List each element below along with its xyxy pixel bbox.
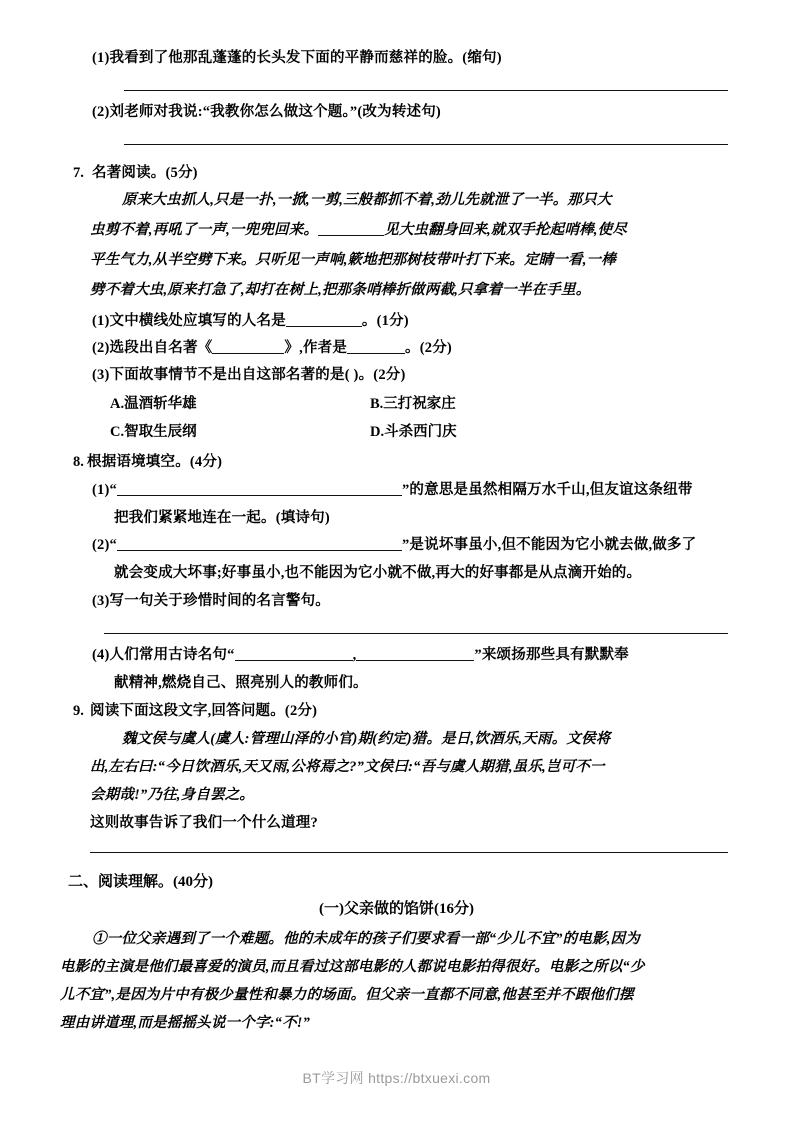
q7-option-d-key: D. (370, 424, 385, 440)
q8-sub-2-line-2: 就会变成大坏事;好事虽小,也不能因为它小就不做,再大的好事都是从点滴开始的。 (114, 565, 642, 581)
q7-sub-2-blank-title[interactable] (212, 338, 284, 354)
passage-paragraph-1-line-2: 电影的主演是他们最喜爱的演员,而且看过这部电影的人都说电影拍得很好。电影之所以“少 (60, 959, 645, 975)
q7-option-c[interactable] (110, 422, 197, 442)
q8-sub-3-answer-line[interactable] (104, 633, 728, 634)
q7-sub-2-blank-author[interactable] (347, 338, 405, 354)
q9-title: 阅读下面这段文字,回答问题。(2分) (90, 703, 318, 719)
q7-sub-3: (3)下面故事情节不是出自这部名著的是( )。(2分) (92, 367, 406, 383)
q6-item-2: (2)刘老师对我说:“我教你怎么做这个题。”(改为转述句) (92, 104, 441, 120)
passage-paragraph-1-line-4: 理由讲道理,而是摇摇头说一个字:“不!” (60, 1015, 311, 1031)
q7-title: 名著阅读。(5分) (92, 165, 198, 181)
passage-paragraph-1-line-1: ①一位父亲遇到了一个难题。他的未成年的孩子们要求看一部“少儿不宜”的电影,因为 (92, 931, 640, 947)
q7-sub-2 (92, 338, 452, 358)
q7-option-a[interactable] (110, 394, 197, 414)
q7-sub-2-text-b: 》,作者是 (284, 340, 348, 356)
q7-option-b-text: 三打祝家庄 (383, 396, 456, 412)
q7-sub-2-text-c: 。(2分) (405, 340, 452, 356)
q8-sub-4-blank-2[interactable] (356, 645, 474, 661)
q7-passage-line-2-part-a: 虫剪不着,再吼了一声,一兜兜回来。 (90, 222, 319, 238)
q8-sub-1-text: ”的意思是虽然相隔万水千山,但友谊这条纽带 (401, 482, 693, 498)
q7-sub-2-text-a: (2)选段出自名著《 (92, 340, 213, 356)
q8-sub-4-text-b: ”来颂扬那些具有默默奉 (474, 647, 629, 663)
q7-option-c-text: 智取生辰纲 (124, 424, 197, 440)
q7-sub-1-text-a: (1)文中横线处应填写的人名是 (92, 313, 286, 329)
q9-passage-line-1: 魏文侯与虞人(虞人:管理山泽的小官)期(约定)猎。是日,饮酒乐,天雨。文侯将 (122, 731, 611, 747)
q6-answer-line-1[interactable] (124, 90, 728, 91)
q8-sub-2-text: ”是说坏事虽小,但不能因为它小就去做,做多了 (401, 537, 697, 553)
q8-sub-4-text-a: (4)人们常用古诗名句“ (92, 647, 235, 663)
passage-paragraph-1-line-3: 儿不宜”,是因为片中有极少量性和暴力的场面。但父亲一直都不同意,他甚至并不跟他们摆 (60, 987, 634, 1003)
q8-sub-1-blank[interactable] (117, 480, 402, 496)
q9-answer-line[interactable] (90, 852, 728, 853)
q7-option-a-key: A. (110, 396, 125, 412)
q7-name-blank[interactable] (318, 220, 384, 236)
q8-sub-4-comma: , (352, 647, 357, 663)
q7-option-b-key: B. (370, 396, 384, 412)
q7-option-d[interactable] (370, 422, 457, 442)
section-2-heading: 二、阅读理解。(40分) (68, 874, 213, 890)
q9-passage-line-3: 会期哉!”乃往,身自罢之。 (90, 787, 255, 803)
q7-number: 7. (73, 165, 84, 181)
q9-number: 9. (73, 703, 84, 719)
q7-passage-line-2-part-b: 见大虫翻身回来,就双手抡起哨棒,使尽 (384, 222, 628, 238)
q8-title: 根据语境填空。(4分) (87, 454, 223, 470)
q7-passage-line-2 (90, 220, 627, 240)
q7-sub-1 (92, 311, 409, 331)
q7-sub-1-blank[interactable] (286, 311, 362, 327)
reading-passage-title: (一)父亲做的馅饼(16分) (319, 901, 474, 917)
q8-sub-2-blank[interactable] (117, 535, 402, 551)
q8-sub-4 (92, 645, 629, 665)
q7-passage-line-3: 平生气力,从半空劈下来。只听见一声响,簌地把那树枝带叶打下来。定睛一看,一棒 (90, 252, 616, 268)
q7-option-a-text: 温酒斩华雄 (124, 396, 197, 412)
q8-sub-2 (92, 535, 696, 555)
q8-sub-1 (92, 480, 693, 500)
q8-sub-1-line-2: 把我们紧紧地连在一起。(填诗句) (114, 510, 330, 526)
q6-answer-line-2[interactable] (124, 144, 728, 145)
q7-passage-line-1: 原来大虫抓人,只是一扑,一掀,一剪,三般都抓不着,劲儿先就泄了一半。那只大 (122, 192, 612, 208)
q9-question: 这则故事告诉了我们一个什么道理? (90, 815, 318, 831)
q8-sub-3: (3)写一句关于珍惜时间的名言警句。 (92, 593, 331, 609)
q7-option-d-text: 斗杀西门庆 (384, 424, 457, 440)
q7-option-b[interactable] (370, 394, 456, 414)
q7-option-c-key: C. (110, 424, 125, 440)
q8-sub-4-blank-1[interactable] (235, 645, 353, 661)
q7-sub-1-text-b: 。(1分) (361, 313, 409, 329)
q8-sub-4-line-2: 献精神,燃烧自己、照亮别人的教师们。 (114, 675, 368, 691)
site-watermark: BT学习网 https://btxuexi.com (302, 1070, 491, 1086)
q7-passage-line-4: 劈不着大虫,原来打急了,却打在树上,把那条哨棒折做两截,只拿着一半在手里。 (90, 282, 591, 298)
q8-number: 8. (73, 454, 84, 470)
q9-passage-line-2: 出,左右曰:“今日饮酒乐,天又雨,公将焉之?”文侯曰:“吾与虞人期猎,虽乐,岂可不一 (90, 759, 605, 775)
q6-item-1: (1)我看到了他那乱蓬蓬的长头发下面的平静而慈祥的脸。(缩句) (92, 50, 502, 66)
q8-sub-1-quote-open: (1)“ (92, 482, 117, 498)
q8-sub-2-quote-open: (2)“ (92, 537, 117, 553)
